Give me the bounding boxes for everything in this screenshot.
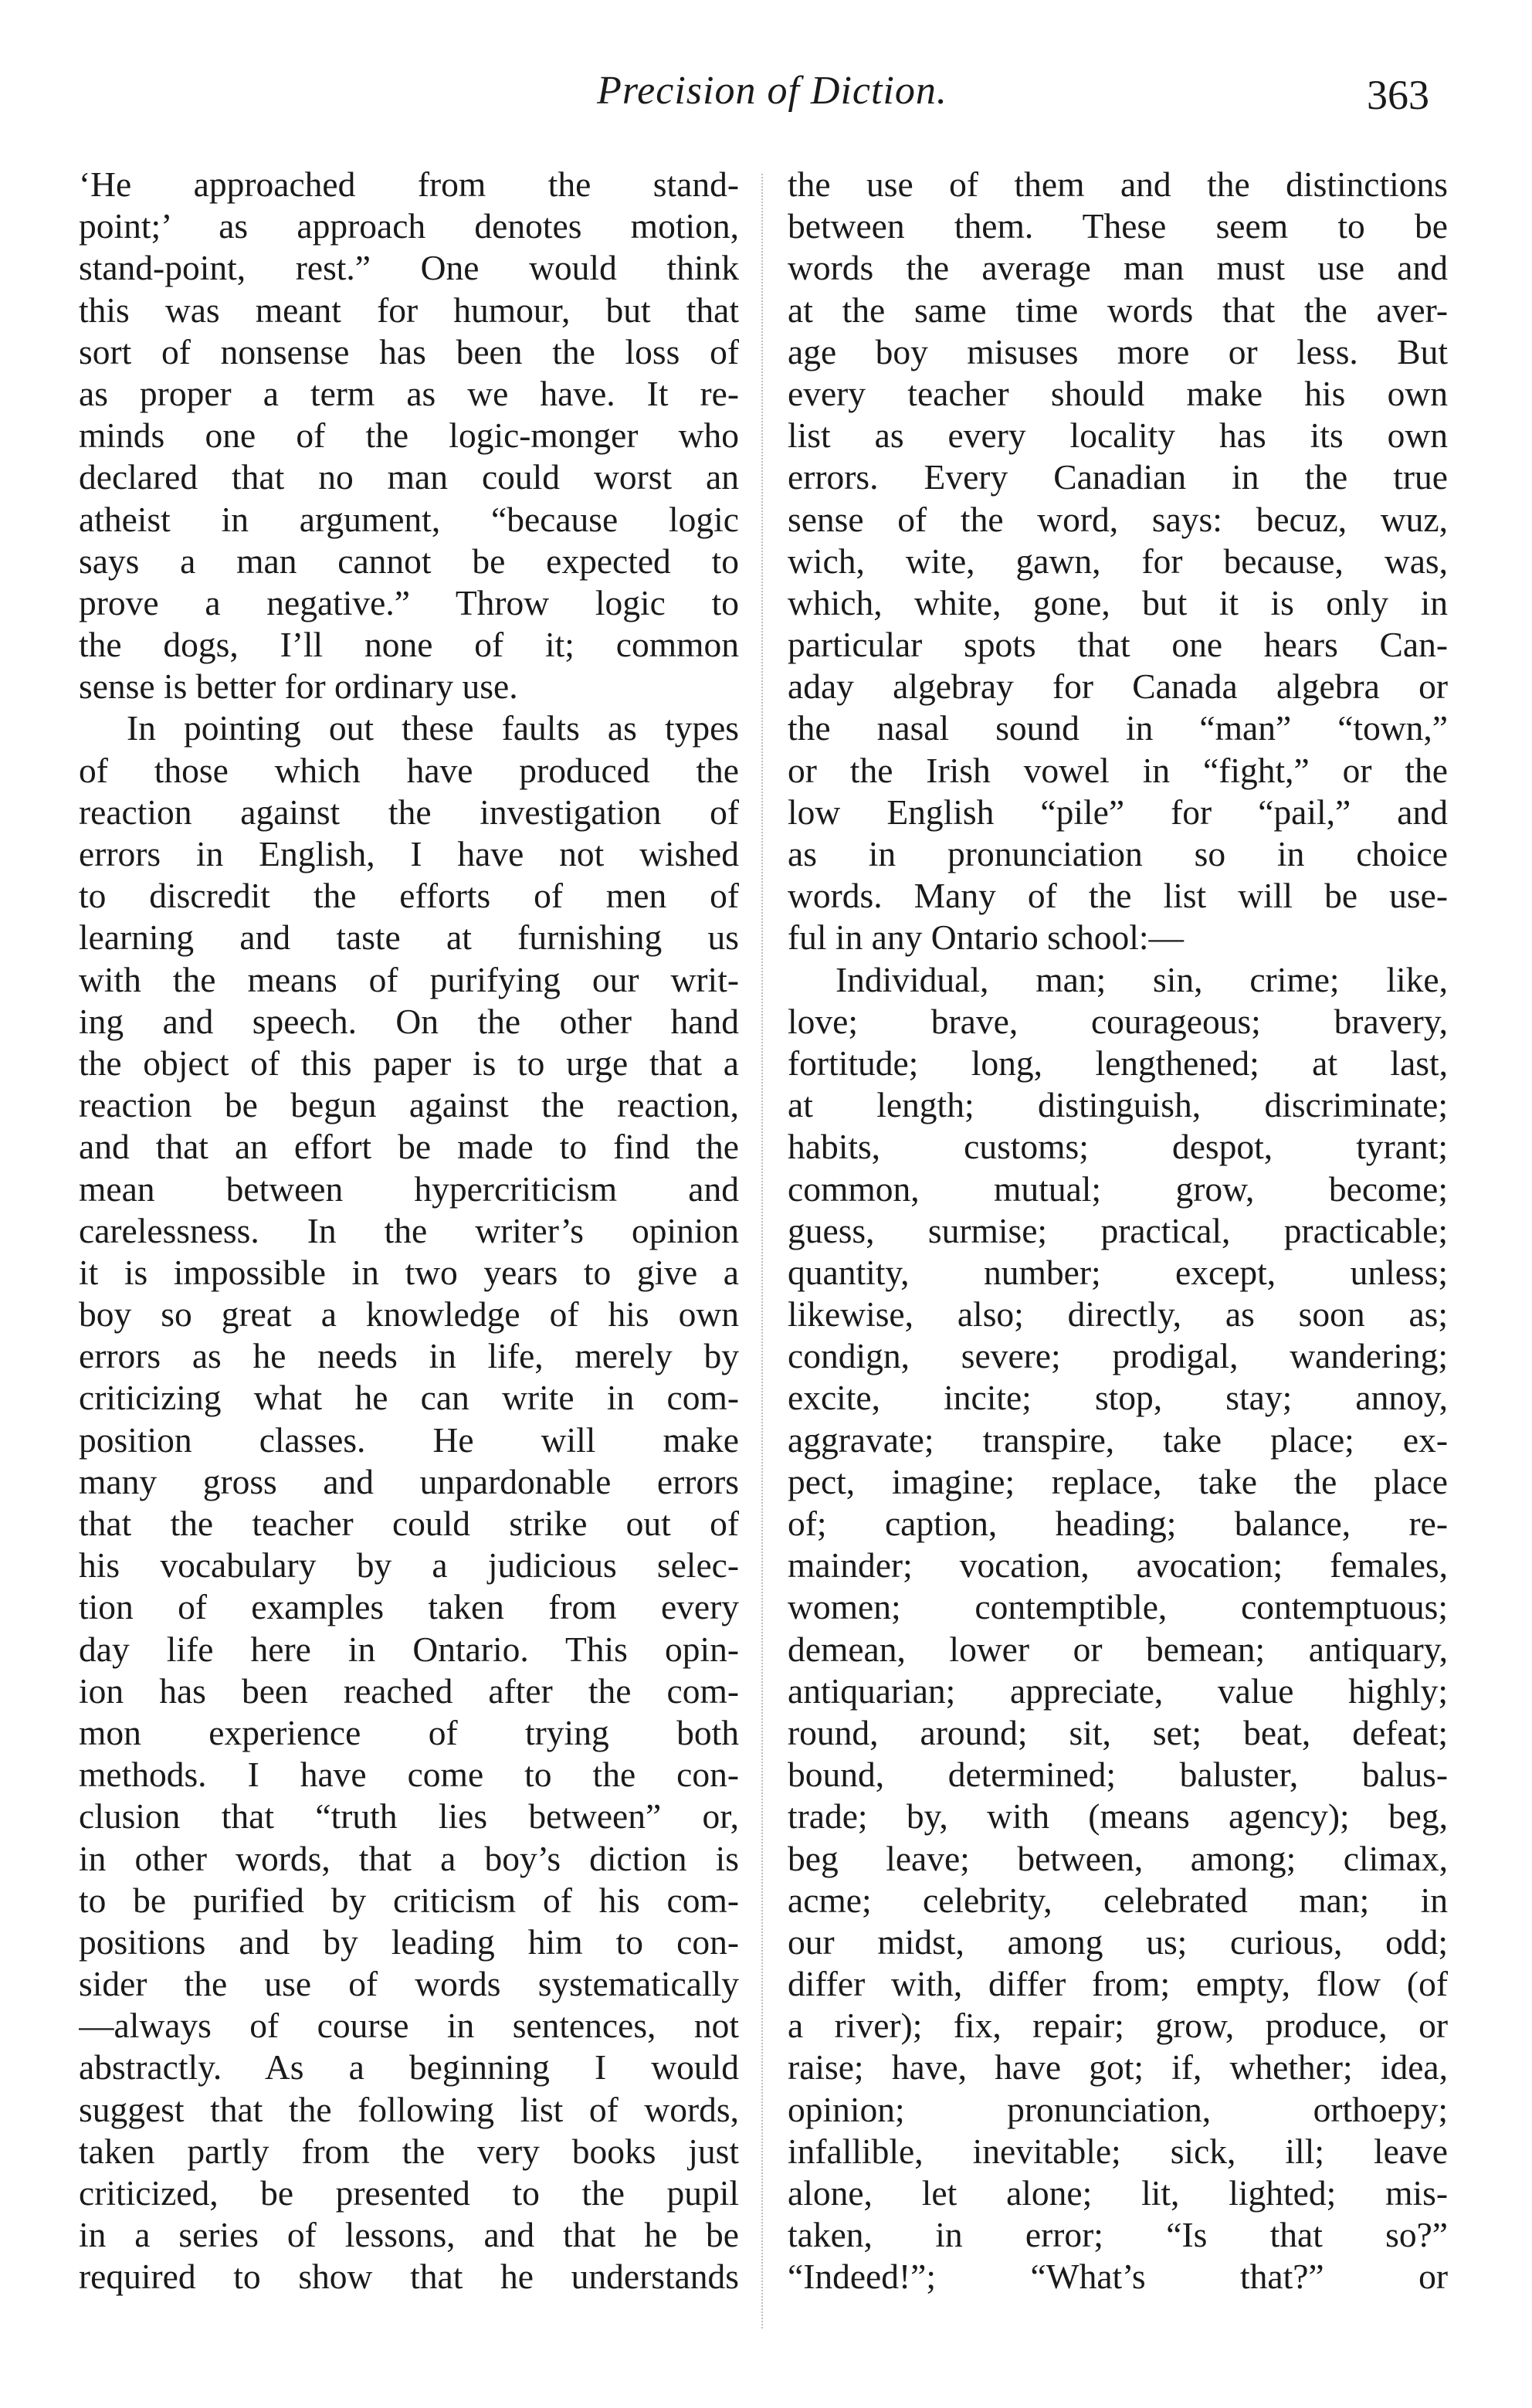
- text-line: abstractly. As a beginning I would: [79, 2047, 739, 2087]
- text-line: criticized, be presented to the pupil: [79, 2173, 739, 2213]
- text-line: sense is better for ordinary use.: [79, 666, 518, 707]
- text-line: that the teacher could strike out of: [79, 1504, 739, 1543]
- page-number: 363: [1367, 72, 1429, 118]
- text-line: stand-point, rest.” One would think: [79, 248, 739, 288]
- text-line: sense of the word, says: becuz, wuz,: [788, 499, 1448, 539]
- text-line: a river); fix, repair; grow, produce, or: [788, 2006, 1448, 2046]
- text-line: infallible, inevitable; sick, ill; leave: [788, 2131, 1448, 2171]
- text-line: bound, determined; baluster, balus-: [788, 1755, 1448, 1795]
- page-header: [0, 68, 1532, 130]
- text-line: position classes. He will make: [79, 1419, 739, 1460]
- text-line: to be purified by criticism of his com-: [79, 1880, 739, 1920]
- text-line: many gross and unpardonable errors: [79, 1461, 739, 1501]
- text-line: demean, lower or bemean; antiquary,: [788, 1629, 1448, 1669]
- text-line: our midst, among us; curious, odd;: [788, 1921, 1448, 1962]
- text-line: criticizing what he can write in com-: [79, 1378, 739, 1418]
- text-line: ful in any Ontario school:—: [788, 917, 1185, 958]
- text-line: every teacher should make his own: [788, 373, 1448, 413]
- left-column: [79, 164, 739, 2298]
- text-line: says a man cannot be expected to: [79, 541, 739, 581]
- text-line: and that an effort be made to find the: [79, 1127, 739, 1167]
- text-line: trade; by, with (means agency); beg,: [788, 1796, 1448, 1837]
- text-line: reaction be begun against the reaction,: [79, 1085, 739, 1125]
- text-line: ion has been reached after the com-: [79, 1670, 739, 1711]
- text-line: taken, in error; “Is that so?”: [788, 2215, 1448, 2255]
- text-line: differ with, differ from; empty, flow (of: [788, 1964, 1448, 2004]
- text-line: “Indeed!”; “What’s that?” or: [788, 2257, 1448, 2297]
- text-line: beg leave; between, among; climax,: [788, 1838, 1448, 1878]
- text-line: love; brave, courageous; bravery,: [788, 1001, 1448, 1041]
- text-line: quantity, number; except, unless;: [788, 1252, 1448, 1292]
- text-line: ‘He approached from the stand-: [79, 164, 739, 204]
- text-line: suggest that the following list of words,: [79, 2089, 739, 2129]
- text-line: the nasal sound in “man” “town,”: [788, 708, 1448, 748]
- text-line: sider the use of words systematically: [79, 1964, 739, 2004]
- text-line: clusion that “truth lies between” or,: [79, 1796, 739, 1837]
- text-line: at length; distinguish, discriminate;: [788, 1085, 1448, 1125]
- text-line: the use of them and the distinctions: [788, 164, 1448, 204]
- text-line: prove a negative.” Throw logic to: [79, 582, 739, 622]
- text-line: of; caption, heading; balance, re-: [788, 1504, 1448, 1543]
- text-line: wich, wite, gawn, for because, was,: [788, 541, 1448, 581]
- text-line: mainder; vocation, avocation; females,: [788, 1545, 1448, 1586]
- text-line: taken partly from the very books just: [79, 2131, 739, 2171]
- text-line: declared that no man could worst an: [79, 457, 739, 497]
- text-line: guess, surmise; practical, practicable;: [788, 1210, 1448, 1250]
- text-line: positions and by leading him to con-: [79, 1921, 739, 1962]
- text-line: words. Many of the list will be use-: [788, 876, 1448, 916]
- text-line: acme; celebrity, celebrated man; in: [788, 1880, 1448, 1920]
- text-line: opinion; pronunciation, orthoepy;: [788, 2089, 1448, 2129]
- text-line: as in pronunciation so in choice: [788, 834, 1448, 873]
- text-line: tion of examples taken from every: [79, 1587, 739, 1627]
- text-line: round, around; sit, set; beat, defeat;: [788, 1712, 1448, 1752]
- text-line: or the Irish vowel in “fight,” or the: [788, 750, 1448, 790]
- text-line: errors. Every Canadian in the true: [788, 457, 1448, 497]
- text-line: between them. These seem to be: [788, 206, 1448, 246]
- right-column: [788, 164, 1448, 2298]
- text-line: errors as he needs in life, merely by: [79, 1336, 739, 1376]
- text-line: —always of course in sentences, not: [79, 2006, 739, 2046]
- text-line: sort of nonsense has been the loss of: [79, 331, 739, 371]
- text-line: mean between hypercriticism and: [79, 1168, 739, 1209]
- text-line: atheist in argument, “because logic: [79, 499, 739, 539]
- text-line: which, white, gone, but it is only in: [788, 582, 1448, 622]
- text-line: this was meant for humour, but that: [79, 290, 739, 330]
- text-line: carelessness. In the writer’s opinion: [79, 1210, 739, 1250]
- text-line: it is impossible in two years to give a: [79, 1252, 739, 1292]
- text-line: his vocabulary by a judicious selec-: [79, 1545, 739, 1586]
- text-line: methods. I have come to the con-: [79, 1755, 739, 1795]
- text-line: minds one of the logic-monger who: [79, 415, 739, 456]
- text-line: condign, severe; prodigal, wandering;: [788, 1336, 1448, 1376]
- text-line: point;’ as approach denotes motion,: [79, 206, 739, 246]
- text-line: learning and taste at furnishing us: [79, 917, 739, 958]
- text-line: age boy misuses more or less. But: [788, 331, 1448, 371]
- running-title: Precision of Diction.: [597, 69, 947, 113]
- text-line: habits, customs; despot, tyrant;: [788, 1127, 1448, 1167]
- text-line: the object of this paper is to urge that a: [79, 1043, 739, 1083]
- text-line: particular spots that one hears Can-: [788, 625, 1448, 665]
- text-line: pect, imagine; replace, take the place: [788, 1461, 1448, 1501]
- text-line: boy so great a knowledge of his own: [79, 1294, 739, 1335]
- text-line: at the same time words that the aver-: [788, 290, 1448, 330]
- text-line: to discredit the efforts of men of: [79, 876, 739, 916]
- text-line: ing and speech. On the other hand: [79, 1001, 739, 1041]
- text-line: aggravate; transpire, take place; ex-: [788, 1419, 1448, 1460]
- text-line: with the means of purifying our writ-: [79, 959, 739, 999]
- text-line: mon experience of trying both: [79, 1712, 739, 1752]
- column-divider: [761, 174, 763, 2328]
- text-line: alone, let alone; lit, lighted; mis-: [788, 2173, 1448, 2213]
- text-line: antiquarian; appreciate, value highly;: [788, 1670, 1448, 1711]
- text-line: fortitude; long, lengthened; at last,: [788, 1043, 1448, 1083]
- text-line: likewise, also; directly, as soon as;: [788, 1294, 1448, 1335]
- text-line: in other words, that a boy’s diction is: [79, 1838, 739, 1878]
- text-line: day life here in Ontario. This opin-: [79, 1629, 739, 1669]
- text-line: of those which have produced the: [79, 750, 739, 790]
- text-line: words the average man must use and: [788, 248, 1448, 288]
- text-line: reaction against the investigation of: [79, 792, 739, 832]
- text-line: required to show that he understands: [79, 2257, 739, 2297]
- text-line: aday algebray for Canada algebra or: [788, 666, 1448, 707]
- paragraph-start-line: In pointing out these faults as types: [127, 708, 739, 748]
- text-line: raise; have, have got; if, whether; idea,: [788, 2047, 1448, 2087]
- text-line: as proper a term as we have. It re-: [79, 373, 739, 413]
- text-line: common, mutual; grow, become;: [788, 1168, 1448, 1209]
- text-line: in a series of lessons, and that he be: [79, 2215, 739, 2255]
- text-line: the dogs, I’ll none of it; common: [79, 625, 739, 665]
- text-line: errors in English, I have not wished: [79, 834, 739, 873]
- text-line: excite, incite; stop, stay; annoy,: [788, 1378, 1448, 1418]
- paragraph-start-line: Individual, man; sin, crime; like,: [835, 959, 1448, 999]
- text-line: low English “pile” for “pail,” and: [788, 792, 1448, 832]
- text-line: women; contemptible, contemptuous;: [788, 1587, 1448, 1627]
- text-line: list as every locality has its own: [788, 415, 1448, 456]
